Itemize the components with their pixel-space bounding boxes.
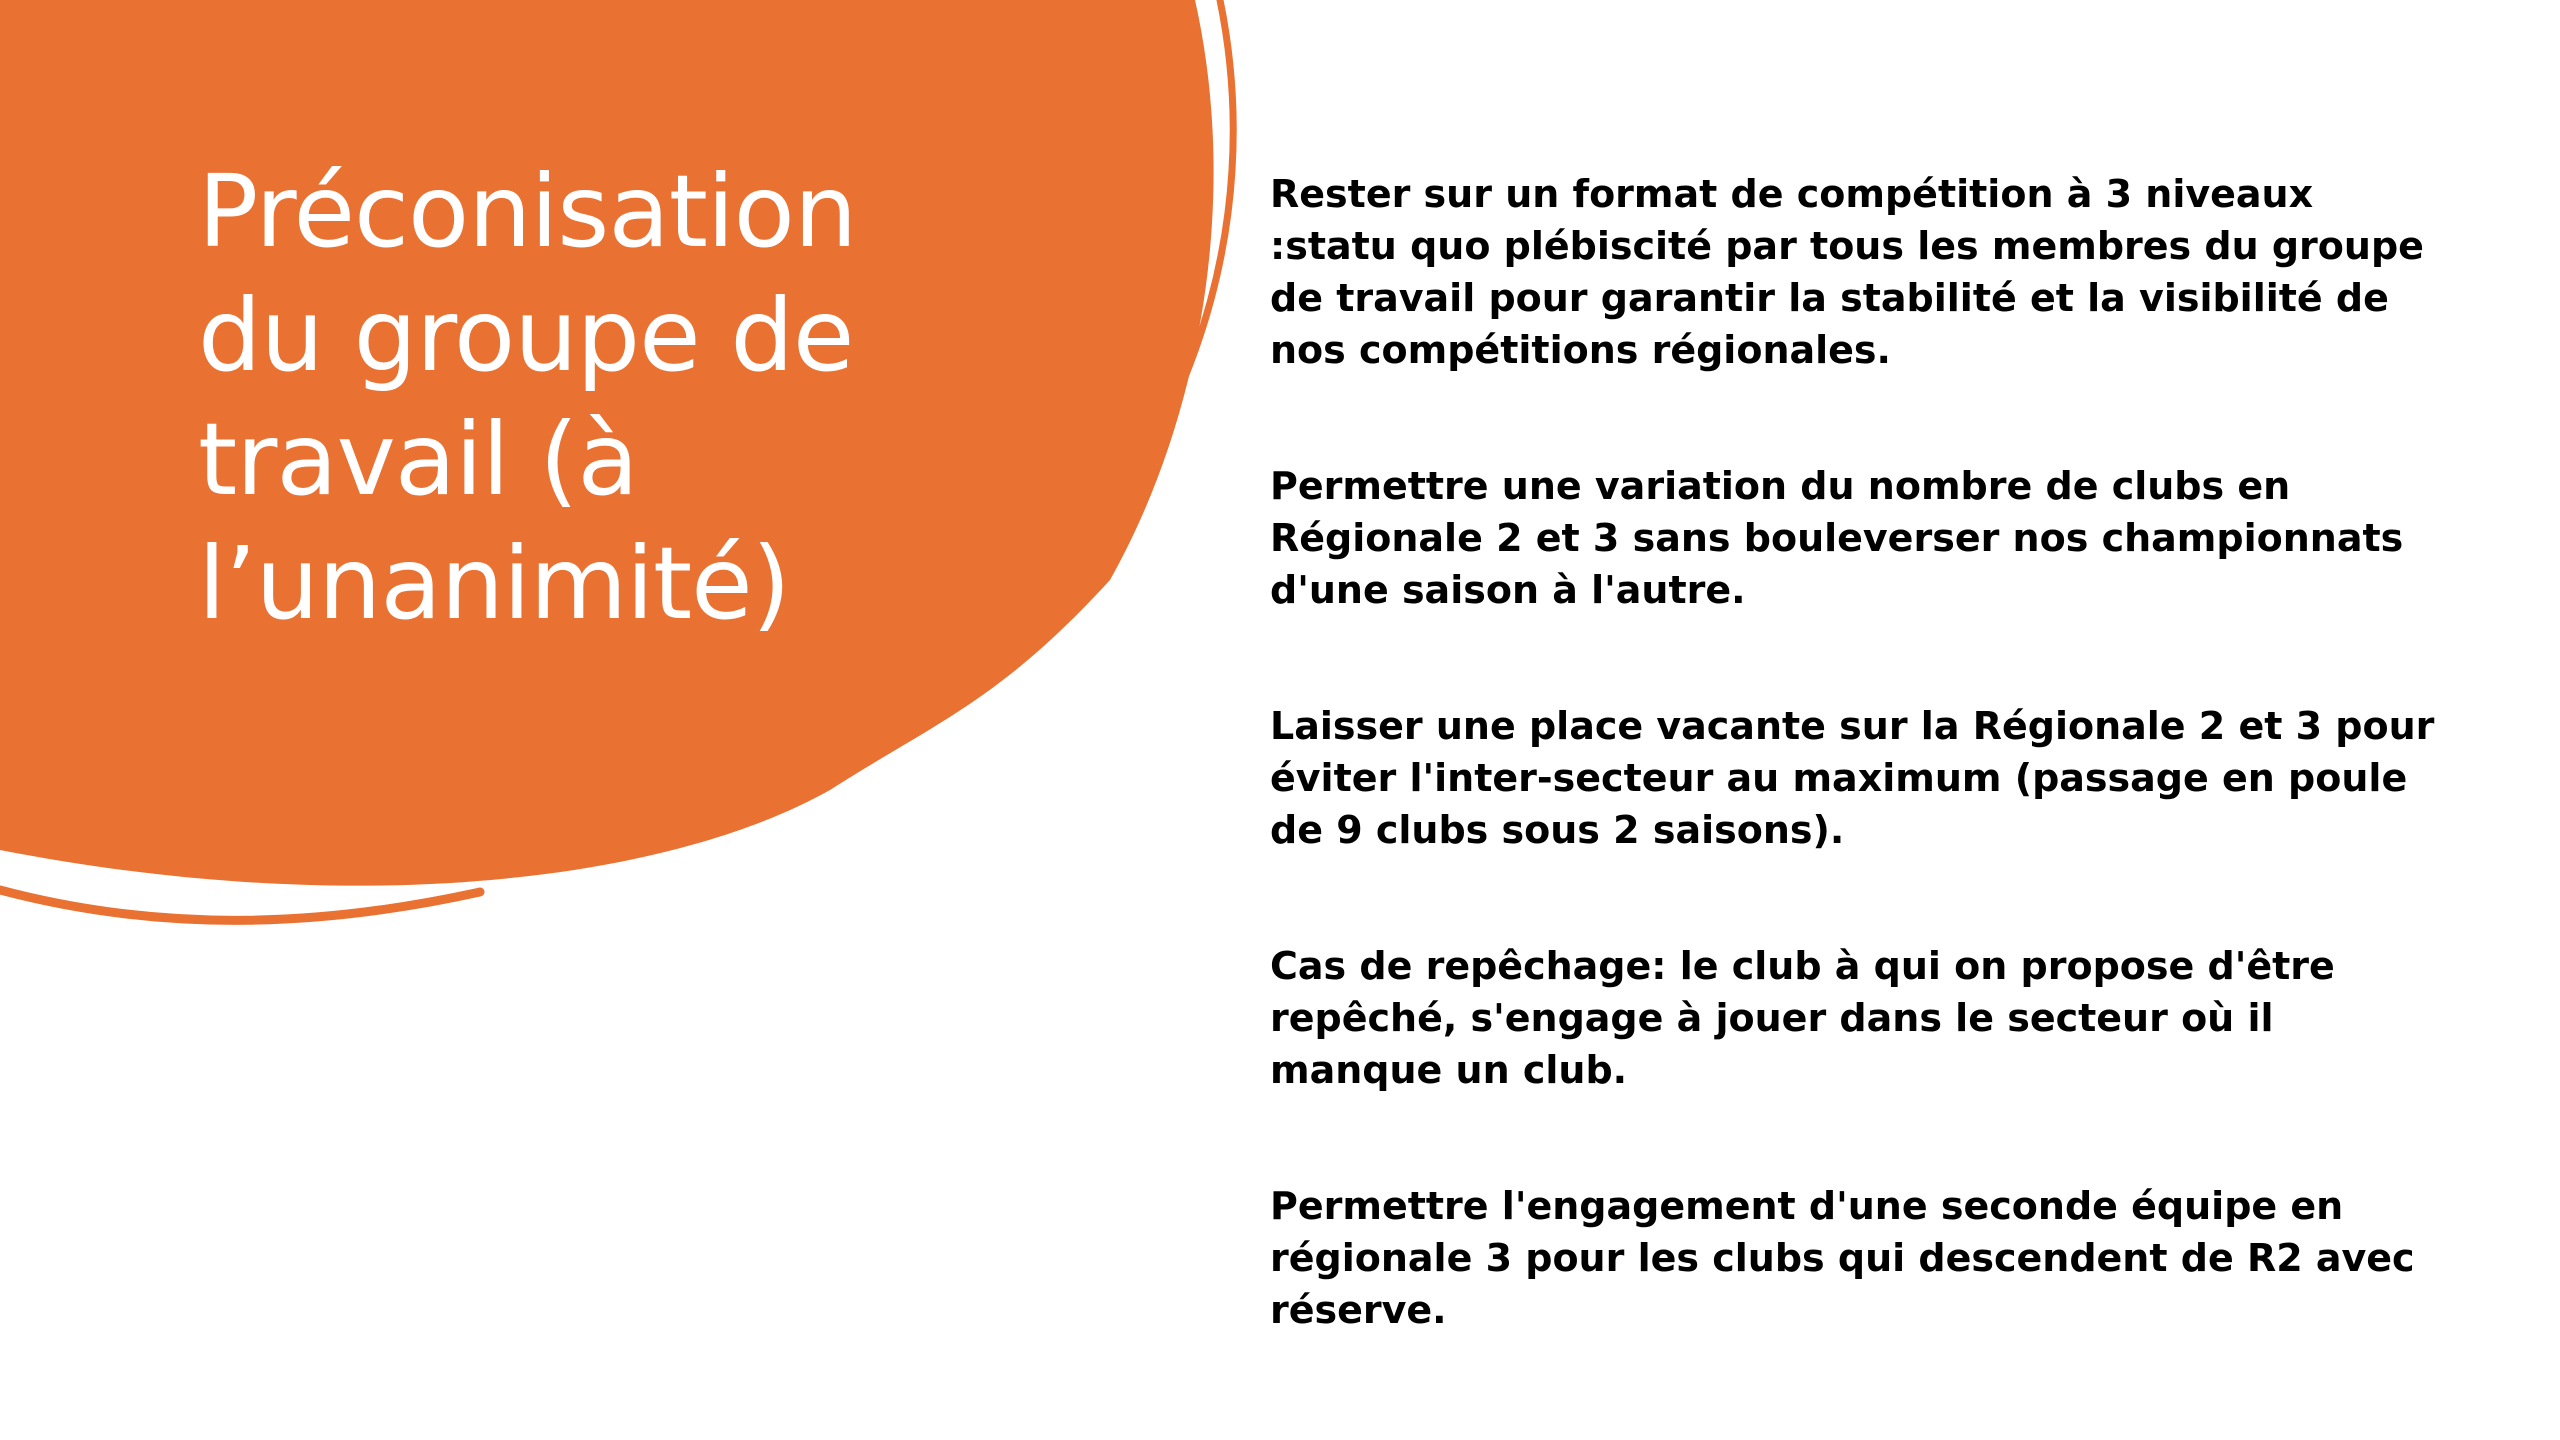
slide-title: Préconisation du groupe de travail (à l’unanimité) [198, 153, 857, 642]
content-list [1270, 168, 2450, 1420]
paragraph-repechage: Cas de repêchage: le club à qui on propose d'être repêché, s'engage à jouer dans le secteur où il manque un club. [1270, 944, 2335, 1092]
paragraph-format: Rester sur un format de compétition à 3 niveaux :statu quo plébiscité par tous les membres du groupe de travail pour garantir la stabilité et la visibilité de nos compétitions régionales. [1270, 172, 2424, 372]
paragraph-variation: Permettre une variation du nombre de clubs en Régionale 2 et 3 sans bouleverser nos championnats d'une saison à l'autre. [1270, 464, 2404, 612]
orange-swoosh-bottom [0, 890, 480, 920]
paragraph-vacancy: Laisser une place vacante sur la Régionale 2 et 3 pour éviter l'inter-secteur au maximum (passage en poule de 9 clubs sous 2 saisons). [1270, 704, 2435, 852]
paragraph-second-team: Permettre l'engagement d'une seconde équipe en régionale 3 pour les clubs qui descendent de R2 avec réserve. [1270, 1184, 2415, 1332]
